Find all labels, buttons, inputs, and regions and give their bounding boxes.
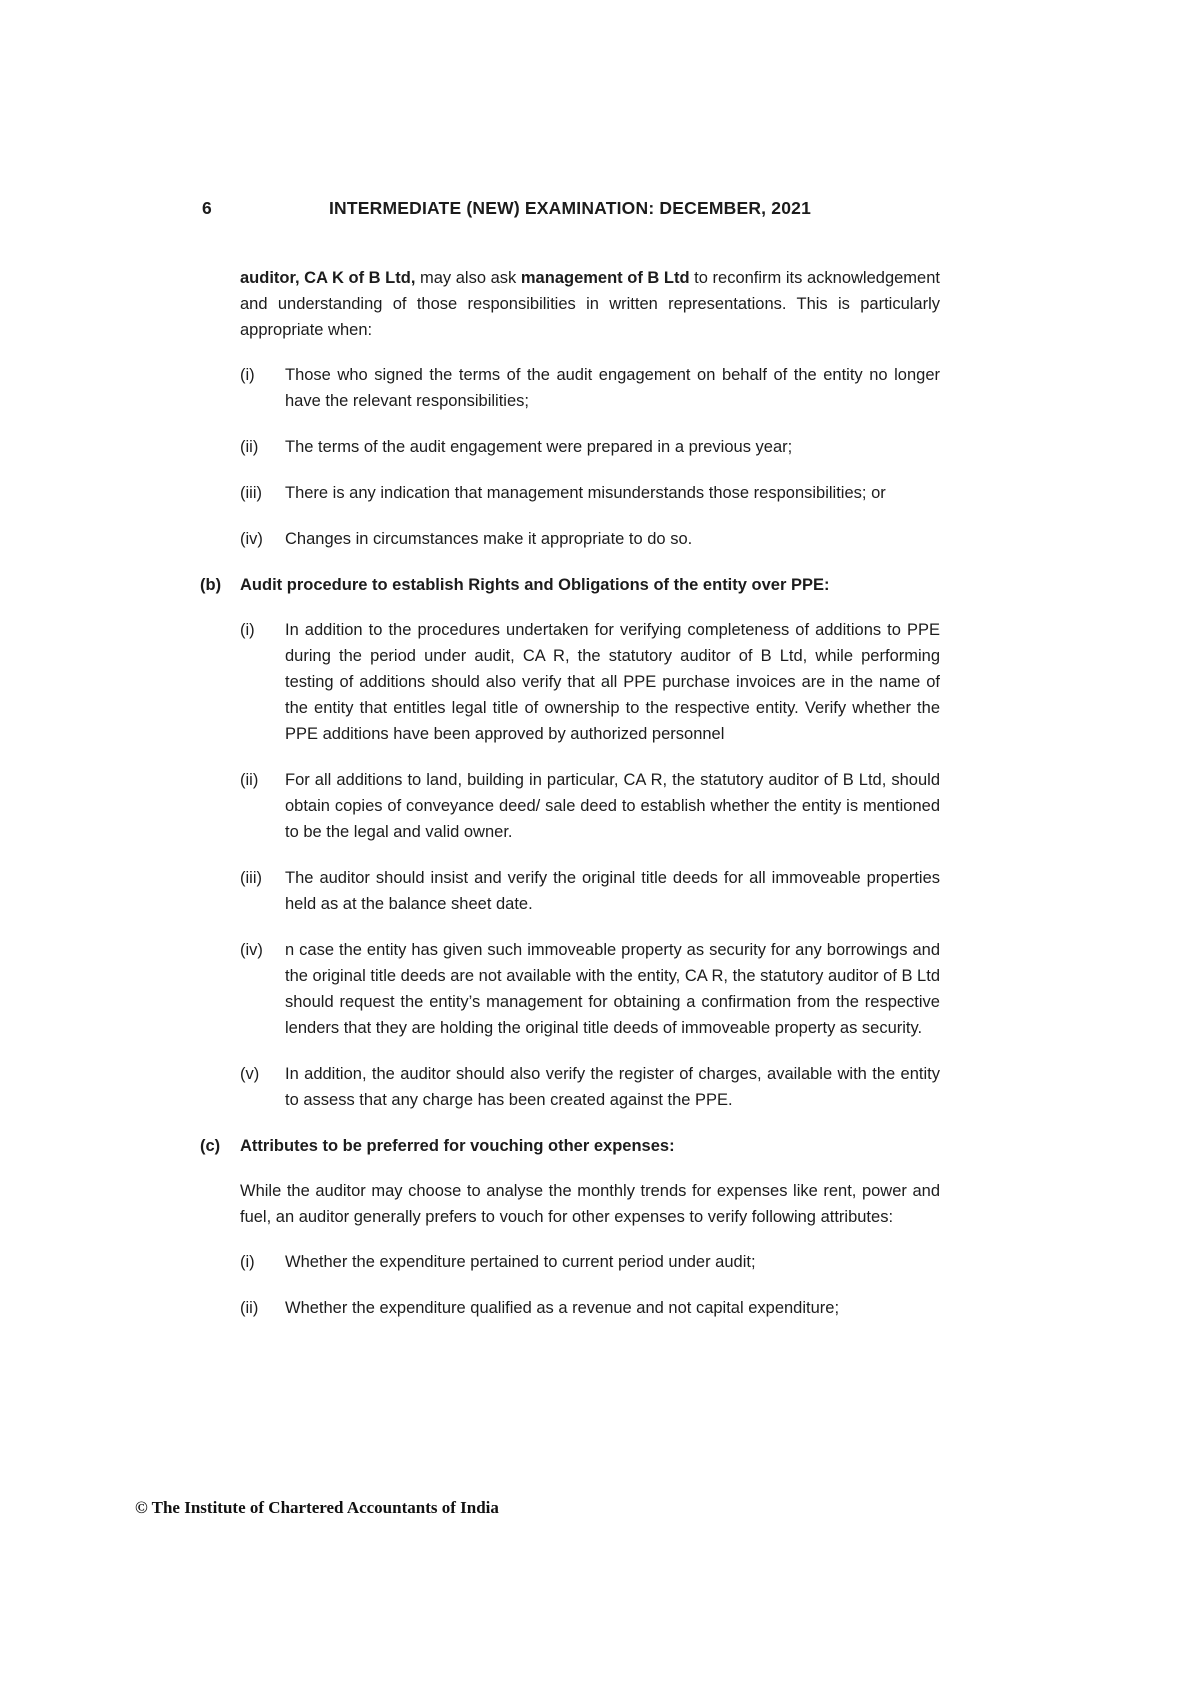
list-marker: (ii) bbox=[240, 438, 259, 456]
section-b-heading bbox=[200, 572, 940, 598]
list-item bbox=[240, 1295, 940, 1321]
list-item bbox=[240, 767, 940, 845]
list-item bbox=[240, 526, 940, 552]
intro-bold-management: management of B Ltd bbox=[520, 269, 690, 287]
section-b-marker: (b) bbox=[200, 576, 222, 594]
list-text: The auditor should insist and verify the original title deeds for all immoveable properties held as at the balance sheet date. bbox=[285, 869, 940, 913]
section-c-intro: While the auditor may choose to analyse the monthly trends for expenses like rent, power and fuel, an auditor generally prefers to vouch for other expenses to verify following attributes: bbox=[240, 1182, 940, 1226]
intro-text-2: to reconfirm its acknowledgement and understanding of those responsibilities in written representations. This is particularly appropriate when: bbox=[240, 269, 940, 339]
section-c-heading bbox=[200, 1133, 940, 1159]
list-item bbox=[240, 434, 940, 460]
list-text: There is any indication that management misunderstands those responsibilities; or bbox=[285, 484, 886, 502]
list-marker: (iii) bbox=[240, 869, 262, 887]
list-item bbox=[240, 865, 940, 917]
list-text: Whether the expenditure qualified as a revenue and not capital expenditure; bbox=[285, 1299, 840, 1317]
section-c-marker: (c) bbox=[200, 1137, 221, 1155]
list-text: In addition to the procedures undertaken for verifying completeness of additions to PPE during the period under audit, CA R, the statutory auditor of B Ltd, while performing testing of additions should also verify that all PPE purchase invoices are in the name of the entity that entitles legal title of ownership to the respective entity. Verify whether the PPE additions have been approved by authorized personnel bbox=[285, 621, 940, 743]
list-item bbox=[240, 1061, 940, 1113]
list-marker: (i) bbox=[240, 366, 255, 384]
list-marker: (i) bbox=[240, 621, 255, 639]
list-marker: (iii) bbox=[240, 484, 262, 502]
list-text: For all additions to land, building in particular, CA R, the statutory auditor of B Ltd, should obtain copies of conveyance deed/ sale deed to establish whether the entity is mentioned to be the legal and valid owner. bbox=[285, 771, 940, 841]
list-item bbox=[240, 937, 940, 1041]
page-header bbox=[200, 198, 940, 219]
list-text: Changes in circumstances make it appropriate to do so. bbox=[285, 530, 693, 548]
section-c-title: Attributes to be preferred for vouching other expenses: bbox=[240, 1137, 675, 1155]
list-marker: (iv) bbox=[240, 941, 263, 959]
list-marker: (i) bbox=[240, 1253, 255, 1271]
page-number: 6 bbox=[202, 198, 212, 218]
list-marker: (v) bbox=[240, 1065, 260, 1083]
list-item bbox=[240, 1249, 940, 1275]
list-marker: (ii) bbox=[240, 1299, 259, 1317]
list-text: The terms of the audit engagement were prepared in a previous year; bbox=[285, 438, 793, 456]
intro-text-1: may also ask bbox=[415, 269, 521, 287]
list-item bbox=[240, 617, 940, 747]
intro-bold-auditor: auditor, CA K of B Ltd, bbox=[240, 269, 416, 287]
list-marker: (iv) bbox=[240, 530, 263, 548]
list-text: Whether the expenditure pertained to current period under audit; bbox=[285, 1253, 756, 1271]
list-text: Those who signed the terms of the audit engagement on behalf of the entity no longer have the relevant responsibilities; bbox=[285, 366, 940, 410]
list-marker: (ii) bbox=[240, 771, 259, 789]
list-text: In addition, the auditor should also verify the register of charges, available with the entity to assess that any charge has been created against the PPE. bbox=[285, 1065, 940, 1109]
intro-paragraph bbox=[240, 265, 940, 343]
list-item bbox=[240, 362, 940, 414]
footer-copyright: © The Institute of Chartered Accountants of India bbox=[135, 1498, 499, 1517]
list-item bbox=[240, 480, 940, 506]
section-b-title: Audit procedure to establish Rights and Obligations of the entity over PPE: bbox=[240, 576, 830, 594]
list-text: n case the entity has given such immoveable property as security for any borrowings and the original title deeds are not available with the entity, CA R, the statutory auditor of B Ltd should request the entity’s management for obtaining a confirmation from the respective lenders that they are holding the original title deeds of immoveable property as security. bbox=[285, 941, 940, 1037]
document-title: INTERMEDIATE (NEW) EXAMINATION: DECEMBER, 2021 bbox=[328, 198, 812, 218]
